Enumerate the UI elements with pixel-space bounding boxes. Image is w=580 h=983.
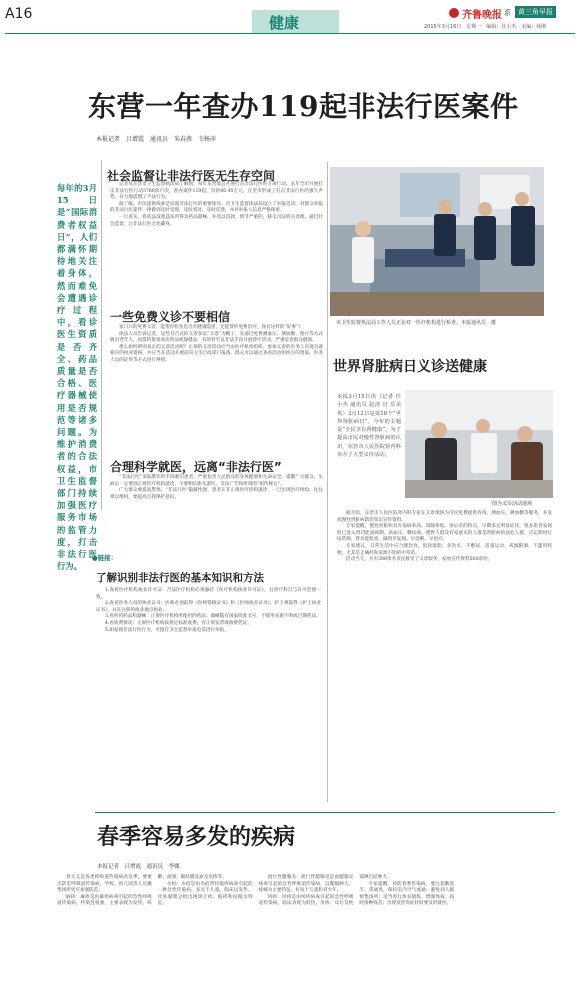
spring-byline: 本报记者 吕增霞 通讯员 李娜	[97, 864, 180, 870]
kidney-intro: 本报3月15日讯（记者 任小杰 通讯员 赵清 宫 岳美英）3月12日是第10个“世界肾脏病日”，今年的主题是“全民享有肾健康”。为了提高市民对慢性肾脏病的认识，东营市人民医院肾内科举办了大型义诊活动。	[337, 394, 401, 459]
inspection-photo	[330, 167, 544, 316]
clinic-photo	[405, 390, 553, 498]
lead-subhead-1: 社会监督让非法行医无生存空间	[107, 169, 276, 183]
link-label: ●链接：	[92, 554, 118, 562]
masthead-rule	[5, 33, 575, 34]
kidney-body: 据介绍，东营市人民医院肾内科专家在义诊现场为市民免费提供咨询、测血压、测血糖等服务，并发放慢性肾脏病防治知识宣传资料。 专家提醒，慢性肾脏病具有发病率高、知晓率低、预后差的特点，早期多无明显症状，很多患者发现时已进入肾功能衰竭期。高血压、糖尿病、肥胖人群及有家族史的人群是肾脏病的高危人群，应定期进行尿常规、肾功能检查，做到早发现、早诊断、早治疗。 专家建议，日常生活中应合理饮食，低盐低脂，多饮水，不憋尿，适量运动，戒烟限酒，不滥用药物，尤其是止痛药和来源不明的中草药。 活动当天，共有300余名市民接受了义诊服务，发放宣传资料500余份。	[337, 511, 552, 563]
lead-byline: 本报记者 吕增霞 通讯员 朱春燕 韦杨萍	[96, 136, 217, 143]
lead-body-3: “非法行医”采取欺诈的手段吸引患者，严重危害人民群众的身体健康和生命安全。提醒广大群众，生病后一定要到正规医疗机构就诊，不要相信街头游医、非法广告和所谓的“祖传秘方”。 广大群众要提高警惕，“非法行医”隐蔽性强，患者在非正规医疗机构就诊，一旦出现医疗纠纷，往往难以维权，要提高自我保护意识。	[110, 475, 323, 500]
lead-headline: 东营一年查办119起非法行医案件	[88, 90, 519, 123]
paper-badge: 黄三角早报	[515, 6, 556, 18]
page-number: A16	[5, 6, 33, 22]
photo1-caption: 市卫生监督执法局工作人员正在对一医疗机构进行检查。本报通讯员 摄	[336, 320, 497, 326]
paper-name: 齐鲁晚报	[462, 10, 502, 21]
link-title: 了解识别非法行医的基本知识和方法	[96, 572, 264, 584]
lead-subhead-3: 合理科学就医，远离“非法行医”	[110, 460, 282, 474]
lead-body-2: 家门口的免费义诊，能帮你检查是否有健康隐患，还能帮你免费治疗，真有这样的“好事”？ 执法人员告诉记者，这些号召式的义诊多以“义诊”为幌子，先通过免费测血压、测血糖、理疗等方式吸引老年人，再借机推销高价药品或保健品，有的甚至以非法手段开展诊疗活动，严重危害群众健康。 那么如何辨别真正的义诊活动呢？正规的义诊活动应当由医疗机构组织，参加义诊的医务人员须具备相应的执业资格，并应当在活动开展前向卫生行政部门报备。群众可以通过查看活动组织方的资质、医务人员的证件等方式进行辨别。	[110, 325, 323, 363]
intro-divider	[101, 160, 102, 510]
section-rule	[95, 812, 555, 813]
kidney-headline: 世界肾脏病日义诊送健康	[333, 359, 487, 375]
spring-headline: 春季容易多发的疾病	[97, 825, 296, 850]
paper-sub: 系	[504, 9, 511, 17]
kidney-photo-caption: 图为义诊活动现场	[492, 501, 533, 507]
lead-body-1: 记者从东营市卫生监督执法局了解到，每年东营都会开展打击非法行医的专项行动。去年全市开展打击非法行医行动3760余户次，查办案件119起，罚款46.45万元，在全市形成了打击非法行医的强大声势，有力地震慑了不法行为。 据了解，市民提供线索是发现非法行医的重要途径。市卫生监督执法局设立了举报电话，对群众举报的非法行医案件一律做到及时受理、及时查处、及时反馈，并对举报人信息严格保密。 一旦查实，将依法没收违法所得及药品器械，并处以罚款；情节严重的，移交司法机关处理。通过社会监督，让非法行医无处藏身。	[110, 182, 323, 227]
date-line: 2015年3月16日 星期一 编辑：任小杰 美编：杨刚	[424, 24, 547, 30]
lead-subhead-2: 一些免费义诊不要相信	[110, 310, 231, 324]
paper-logo-icon	[449, 8, 459, 18]
link-body: 1.查看医疗机构执业许可证：合法医疗机构必须悬挂《医疗机构执业许可证》，且诊疗科目与许可范围一致。 2.查看医务人员的执业证书：医师必须取得《医师资格证书》和《医师执业证书》，护士须取得《护士执业证书》，并在注册的执业地点执业。 3.看所用药品和器械：正规医疗机构所使用的药品、器械都有国家批准文号，不使用来源不明或过期药品。 4.看收费情况：正规医疗机构按规定标准收费，有正规发票或收费凭证。 5.如发现非法行医行为，可拨打卫生监督举报电话进行举报。	[96, 588, 321, 633]
lead-intro: 每年的3月15日是“国际消费者权益日”，人们都满怀期待地关注着身体，然而难免会遭遇诊疗过程中，看诊医生资质是否齐全、药品质量是否合格、医疗器械使用是否规范等诸多问题。为维护消费者的合法权益，市卫生监督部门持续加强医疗服务市场的监管力度，打击非法行医行为。	[57, 183, 97, 572]
column-divider	[327, 162, 328, 802]
section-title: 健康	[269, 14, 300, 32]
spring-body: 春天又是各类呼吸道传染病高发季，要重点防范呼吸道传染病，学校、幼儿园等人员聚集场所更应加强防范。 麻疹：麻疹是由麻疹病毒引起的急性呼吸道传染病，传染性很强，主要表现为发热、咳嗽、流涕、眼结膜充血及皮疹等。 水痘：水痘是由水痘带状疱疹病毒引起的一种急性传染病，多见于儿童，临床以发热、皮肤黏膜分批出现斑丘疹、疱疹和结痂为特征。 流行性腮腺炎：流行性腮腺炎是由腮腺炎病毒引起的急性呼吸道传染病，以腮腺肿大、疼痛为主要特征，好发于儿童和青少年。 风疹：风疹是由风疹病毒引起的急性呼吸道传染病，临床表现为低热、皮疹、耳后及枕部淋巴结肿大。 专家提醒，预防春季传染病，要注意勤洗手、常通风，保持室内空气流通；避免到人群密集场所；适当进行体育锻炼，增强体质；按时接种疫苗；出现发热等症状时要及时就医。	[57, 875, 455, 907]
